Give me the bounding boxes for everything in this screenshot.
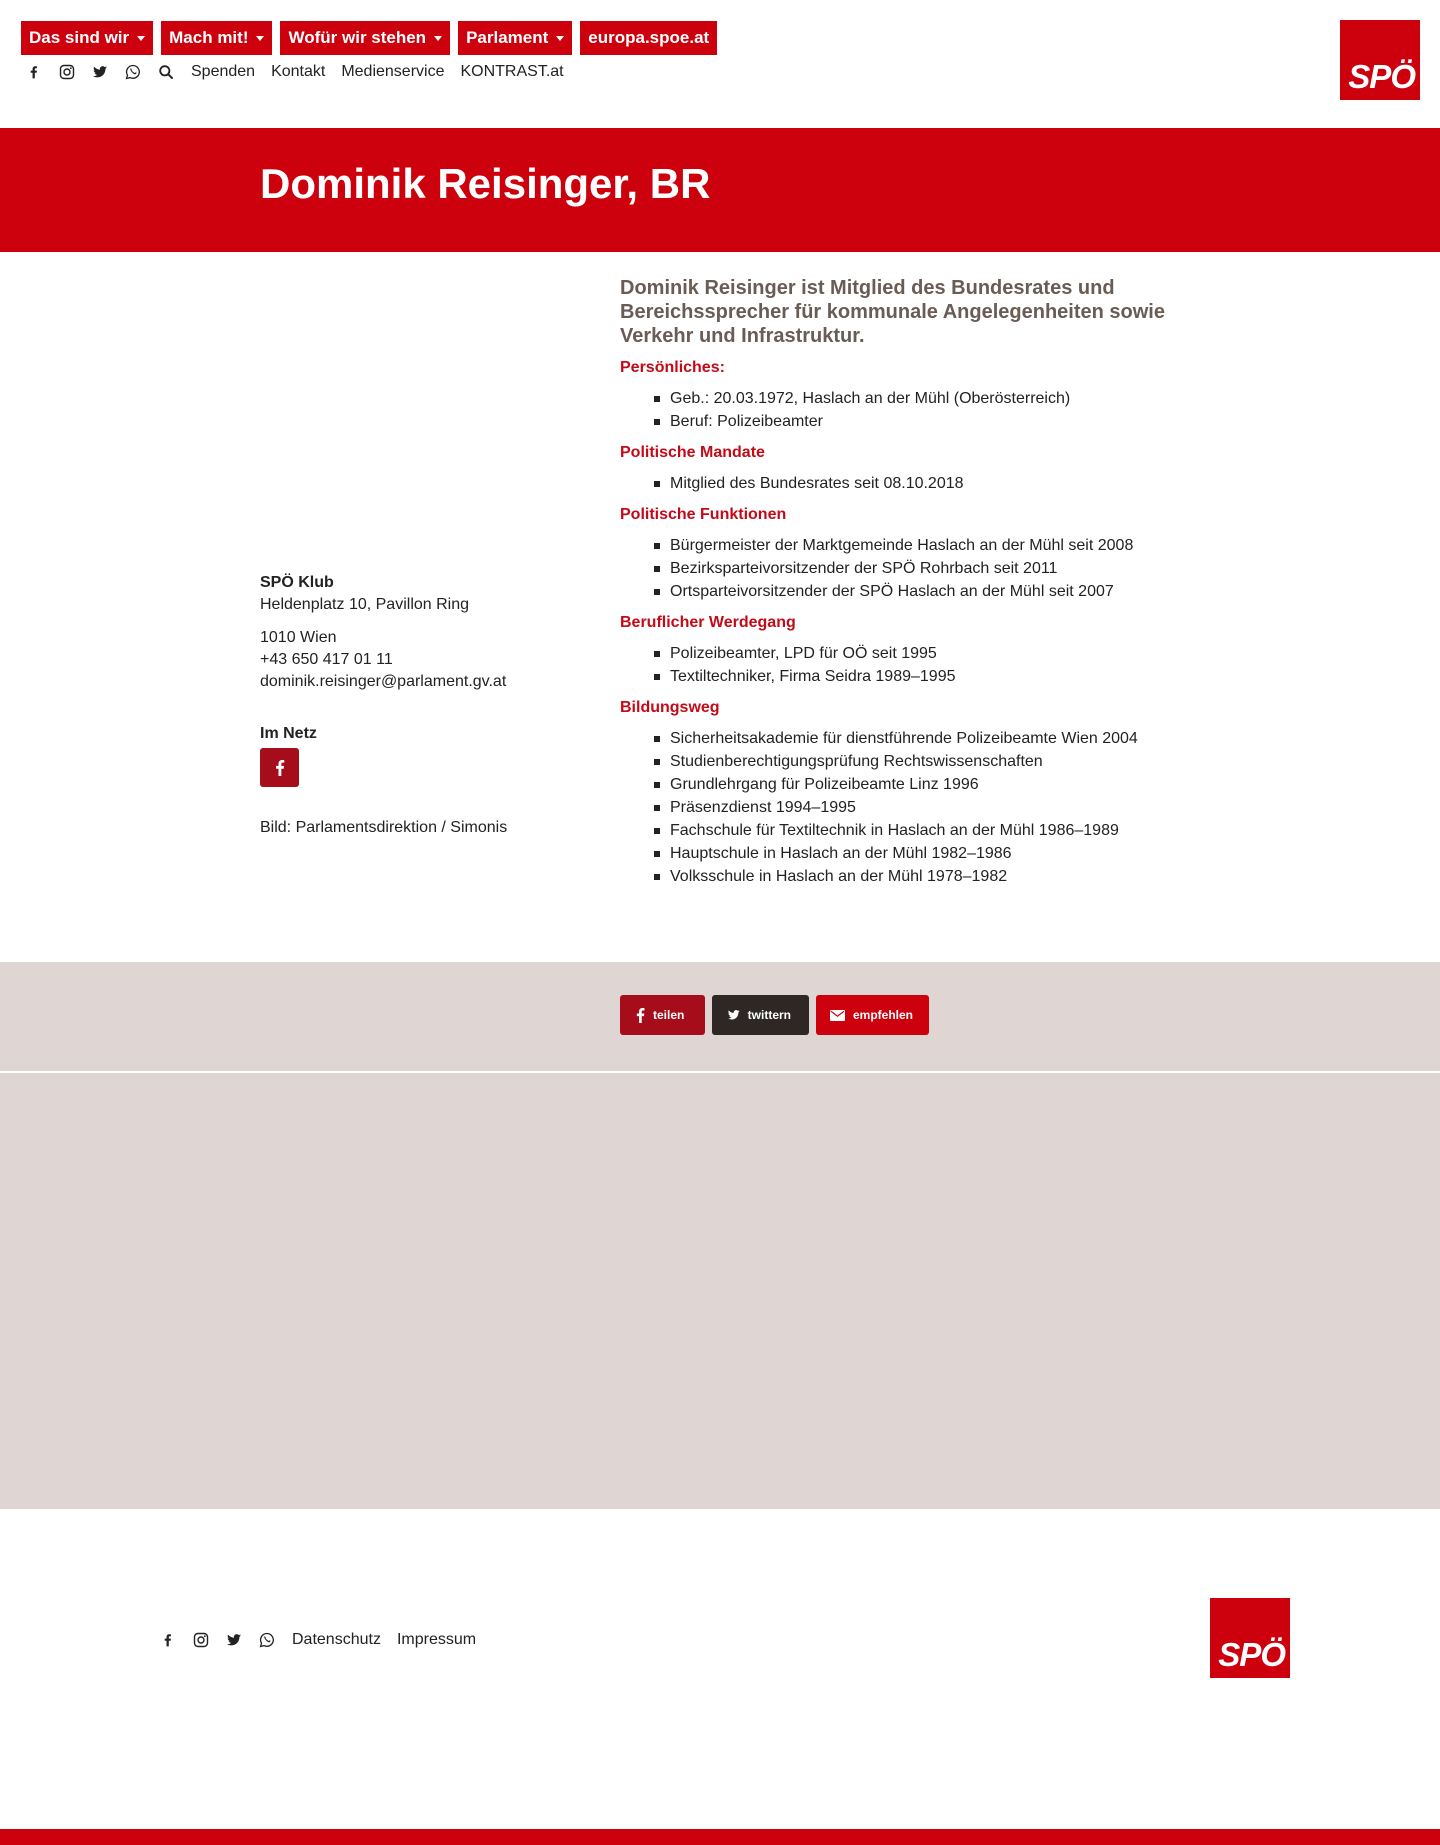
whatsapp-icon[interactable] — [259, 1632, 275, 1648]
list-item: Sicherheitsakademie für dienstführende Polizeibeamte Wien 2004 — [670, 727, 1180, 750]
sub-nav — [26, 60, 580, 84]
list-mandate — [670, 472, 1180, 495]
instagram-icon[interactable] — [193, 1632, 209, 1648]
list-item: Volksschule in Haslach an der Mühl 1978–1982 — [670, 865, 1180, 888]
bio-intro: Dominik Reisinger ist Mitglied des Bundesrates und Bereichssprecher für kommunale Angelegenheiten sowie Verkehr und Infrastruktur. — [620, 277, 1165, 347]
page-hero — [0, 128, 1440, 252]
bottom-bar — [0, 1829, 1440, 1845]
im-netz-label: Im Netz — [260, 725, 317, 742]
nav-mach-mit[interactable]: Mach mit! — [161, 21, 272, 55]
link-impressum[interactable]: Impressum — [396, 1631, 477, 1648]
facebook-icon[interactable] — [26, 64, 42, 80]
content-placeholder — [0, 1073, 1440, 1509]
list-item: Mitglied des Bundesrates seit 08.10.2018 — [670, 472, 1180, 495]
section-heading-persoenliches: Persönliches: — [620, 359, 725, 376]
list-item: Beruf: Polizeibeamter — [670, 410, 1180, 433]
image-credit: Bild: Parlamentsdirektion / Simonis — [260, 819, 508, 836]
contact-city: 1010 Wien — [260, 629, 337, 646]
contact-email[interactable]: dominik.reisinger@parlament.gv.at — [260, 673, 507, 690]
list-item: Geb.: 20.03.1972, Haslach an der Mühl (Oberösterreich) — [670, 387, 1180, 410]
contact-info — [260, 572, 560, 839]
caret-down-icon — [434, 36, 442, 41]
section-heading-bildungsweg: Bildungsweg — [620, 699, 720, 716]
caret-down-icon — [137, 36, 145, 41]
share-facebook-button[interactable]: teilen — [620, 995, 705, 1035]
list-item: Polizeibeamter, LPD für OÖ seit 1995 — [670, 642, 1180, 665]
share-buttons — [620, 995, 929, 1035]
twitter-icon[interactable] — [92, 64, 108, 80]
instagram-icon[interactable] — [59, 64, 75, 80]
link-datenschutz[interactable]: Datenschutz — [292, 1631, 381, 1648]
contact-org: SPÖ Klub — [260, 574, 334, 591]
caret-down-icon — [256, 36, 264, 41]
footer-spoe-logo[interactable]: SPÖ — [1210, 1598, 1290, 1678]
search-icon[interactable] — [158, 64, 174, 80]
contact-address: Heldenplatz 10, Pavillon Ring — [260, 596, 470, 613]
nav-europa[interactable]: europa.spoe.at — [580, 21, 717, 55]
spoe-logo[interactable]: SPÖ — [1340, 20, 1420, 100]
list-item: Ortsparteivorsitzender der SPÖ Haslach an der Mühl seit 2007 — [670, 580, 1180, 603]
main-nav — [21, 21, 717, 55]
nav-parlament[interactable]: Parlament — [458, 21, 572, 55]
whatsapp-icon[interactable] — [125, 64, 141, 80]
facebook-icon[interactable] — [160, 1632, 176, 1648]
share-bar — [0, 962, 1440, 1072]
nav-wofuer-wir-stehen[interactable]: Wofür wir stehen — [280, 21, 450, 55]
list-funktionen — [670, 534, 1180, 603]
list-bildungsweg — [670, 727, 1180, 888]
list-persoenliches — [670, 387, 1180, 433]
caret-down-icon — [556, 36, 564, 41]
twitter-icon[interactable] — [226, 1632, 242, 1648]
section-heading-funktionen: Politische Funktionen — [620, 506, 787, 523]
page-title: Dominik Reisinger, BR — [260, 160, 711, 207]
list-item: Grundlehrgang für Polizeibeamte Linz 1996 — [670, 773, 1180, 796]
site-header — [0, 0, 1440, 128]
facebook-icon — [273, 760, 287, 776]
link-medienservice[interactable]: Medienservice — [341, 63, 445, 80]
section-heading-mandate: Politische Mandate — [620, 444, 765, 461]
list-werdegang — [670, 642, 1180, 688]
link-spenden[interactable]: Spenden — [191, 63, 256, 80]
link-kontakt[interactable]: Kontakt — [271, 63, 326, 80]
share-email-button[interactable]: empfehlen — [816, 995, 929, 1035]
biography — [620, 276, 1180, 888]
list-item: Bezirksparteivorsitzender der SPÖ Rohrbach seit 2011 — [670, 557, 1180, 580]
footer-nav — [160, 1630, 492, 1650]
facebook-profile-button[interactable] — [260, 748, 299, 787]
share-twitter-button[interactable]: twittern — [712, 995, 809, 1035]
list-item: Bürgermeister der Marktgemeinde Haslach an der Mühl seit 2008 — [670, 534, 1180, 557]
list-item: Studienberechtigungsprüfung Rechtswissenschaften — [670, 750, 1180, 773]
link-kontrast[interactable]: KONTRAST.at — [460, 63, 564, 80]
list-item: Präsenzdienst 1994–1995 — [670, 796, 1180, 819]
twitter-icon — [728, 1009, 740, 1021]
section-heading-werdegang: Beruflicher Werdegang — [620, 614, 796, 631]
facebook-icon — [636, 1008, 645, 1023]
list-item: Textiltechniker, Firma Seidra 1989–1995 — [670, 665, 1180, 688]
mail-icon — [830, 1010, 845, 1021]
list-item: Hauptschule in Haslach an der Mühl 1982–1986 — [670, 842, 1180, 865]
list-item: Fachschule für Textiltechnik in Haslach an der Mühl 1986–1989 — [670, 819, 1180, 842]
nav-das-sind-wir[interactable]: Das sind wir — [21, 21, 153, 55]
contact-phone[interactable]: +43 650 417 01 11 — [260, 651, 393, 668]
